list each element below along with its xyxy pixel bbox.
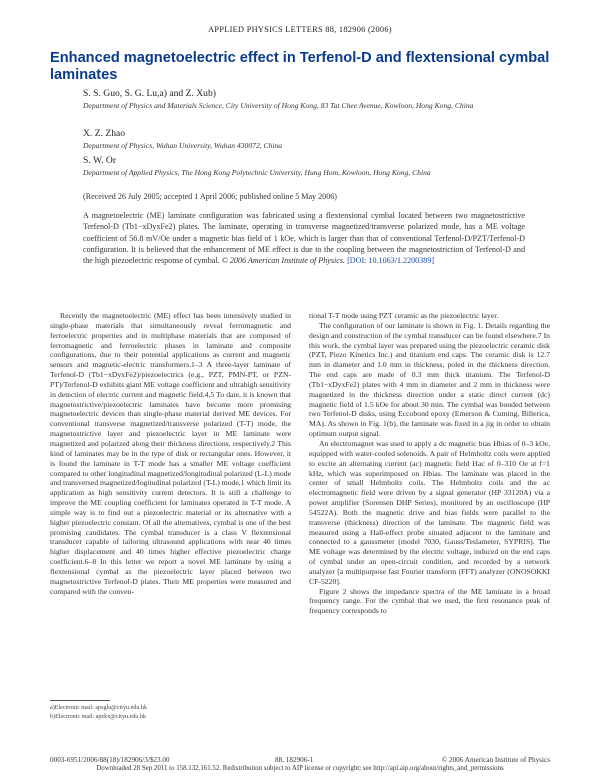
footer-page: 88, 182906-1 bbox=[275, 756, 314, 764]
footer-copyright: © 2006 American Institute of Physics bbox=[441, 756, 550, 764]
affiliation: Department of Physics, Wuhan University, Wuhan 430072, China bbox=[83, 141, 283, 150]
body-paragraph: The configuration of our laminate is shown in Fig. 1. Details regarding the design and construction of the cymbal transducer can be found elsewhere.7 In this work, the cymbal layer was prepared using the piezoelectric ceramic disk (PZT, Piezo Kinetics Inc.) and titanium end caps. The ceramic disk is 12.7 mm in diameter and 1.0 mm in thickness, poled in the thickness direction. The end caps are made of 0.3 mm thick titanium. The Terfenol-D (Tb1−xDyxFe2) plates with 4 mm in diameter and 2 mm in thickness were magnetized in the thickness direction under a static direct current (dc) magnetic field of 1.5 kOe for about 30 min. The cymbal was bonded between two Terfenol-D disks, using Eccobond epoxy (Emerson & Cuming, Billerica, MA). As shown in Fig. 1(b), the laminate was fixed in a jig in order to obtain optimum output signal. bbox=[309, 320, 550, 439]
footer-issn: 0003-6951/2006/88(18)/182906/3/$23.00 bbox=[50, 756, 170, 764]
footnote: a)Electronic mail: apsglu@cityu.edu.hk bbox=[50, 705, 147, 711]
footnote: b)Electronic mail: apzkx@cityu.edu.hk bbox=[50, 714, 146, 720]
abstract bbox=[83, 210, 525, 266]
body-paragraph: Recently the magnetoelectric (ME) effect has been intensively studied in single-phase materials that simultaneously reveal ferromagnetic and ferroelectric properties and in multiphase materials that are composed of ferromagnetic and ferroelectric phases in laminate and composite configurations, due to their potential applications as current and magnetic sensors and magnetic-electric transformers.1–3 A three-layer laminate of Terfenol-D (Tb1−xDyxFe2)/piezoelectrics (e.g., PZT, PMN-PT, or PZN-PT)/Terfenol-D exhibits giant ME voltage coefficient and ultrahigh sensitivity in detection of electric current and magnetic field.4,5 To date, it is known that magnetostrictive/piezoelectric laminates have become more promising magnetoelectric devices than single-phase material derived ME devices. For conventional transverse magnetized/transverse polarized (T-T) mode, the magnetostrictive layer and piezoelectric layer in ME laminate were magnetized and polarized along their thickness directions, respectively.2 This kind of laminates may be in the type of disk or rectangular ones. However, it is found the laminate in T-T mode has a smaller ME voltage coefficient compared to other longitudinal magnetized/longitudinal polarized (L-L) mode and transversed magnetized/logitudinal polarized (T-L) mode,1 which limit its application as high sensitivity current detectors. It is still a challenge to improve the ME coupling coefficient for laminates operated in T-T mode. A simple way is to find out a piezoelectric material or its alternative with a higher piezoelectric constant. Of all the alternatives, cymbal is one of the best promising candidates. The cymbal transducer is a class V flextensional transducer capable of tailoring ultrasound applications with near 40 times higher displacement and 40 times higher effective piezoelectric charge coefficient.6–8 In this letter we report a novel ME laminate by using a flextensional cymbal as the piezoelectric layer placed between two magnetostrictive Terfenol-D plates. Their ME properties were measured and compared with the conven- bbox=[50, 311, 291, 596]
author-line: X. Z. Zhao bbox=[83, 128, 126, 139]
doi-link[interactable]: [DOI: 10.1063/1.2200389] bbox=[347, 256, 435, 266]
affiliation: Department of Physics and Materials Science, City University of Hong Kong, 83 Tat Chee Avenue, Kowloon, Hong Kong, China bbox=[83, 101, 474, 110]
left-column bbox=[50, 311, 291, 596]
body-paragraph: tional T-T mode using PZT ceramic as the piezoelectric layer. bbox=[309, 311, 499, 320]
abstract-copyright: © 2006 American Institute of Physics. bbox=[221, 256, 346, 266]
download-notice: Downloaded 28 Sep 2011 to 158.132.161.52. Redistribution subject to AIP license or copyright; see http://apl.aip.org/about/rights_and_permissions bbox=[96, 765, 504, 772]
author-line: S. W. Or bbox=[83, 155, 117, 166]
body-paragraph: An electromagnet was used to apply a dc magnetic bias Hbias of 0–3 kOe, equipped with water-cooled solenoids. A pair of Helmholtz coils were applied to excite an alternating current (ac) magnetic field Hac of 0–310 Oe at f=1 kHz, which was superimposed on Hbias. The laminate was placed in the center of small Helmholtz coils. The Helmholtz coils and the ac electromagnetic field were driven by a signal generator (HP 33120A) via a power amplifier (Sorensen DHP Series), monitored by an oscilloscope (HP 54522A). Both the magnetic drive and bias fields were parallel to the transverse (thickness) direction of the laminate. The magnetic field was measured using a Hall-effect probe situated adjacent to the laminate and connected to a gaussmeter (model 7030, Gauss/Teslameter, SYPRIS). The ME voltage was determined by the electric voltage, induced on the end caps of cymbal under an open-circuit condition, and recorded by a network analyzer [a multipurpose fast Fourier transform (FFT) analyzer (ONOSOKKI CF-5220]. bbox=[309, 438, 550, 586]
paper-title: Enhanced magnetoelectric effect in Terfenol-D and flextensional cymbal laminates bbox=[50, 50, 550, 83]
journal-header: APPLIED PHYSICS LETTERS 88, 182906 (2006) bbox=[208, 25, 392, 34]
author-line: S. S. Guo, S. G. Lu,a) and Z. Xub) bbox=[83, 88, 216, 99]
body-paragraph: Figure 2 shows the impedance spectra of the ME laminate in a broad frequency range. For the cymbal that we used, the first resonance peak of frequency corresponds to bbox=[309, 586, 550, 616]
footnote-rule bbox=[50, 700, 110, 701]
abstract-text: A magnetoelectric (ME) laminate configuration was fabricated using a flextensional cymbal located between two magnetostrictive Terfenol-D (Tb1−xDyxFe2) plates. The laminate, operating in transverse magnetized/transverse polarized mode, has a ME voltage coefficient of 56.8 mV/Oe under a magnetic bias field of 1 kOe, which is larger than that of conventional Terfenol-D/PZT/Terfenol-D configuration. It is believed that the enhancement of ME effect is due to the coupling between the magnetostriction of Terfenol-D and the high piezoelectric response of cymbal. bbox=[83, 211, 525, 266]
received-dates: (Received 26 July 2005; accepted 1 April 2006; published online 5 May 2006) bbox=[83, 192, 338, 201]
right-column bbox=[309, 311, 550, 616]
affiliation: Department of Applied Physics, The Hong Kong Polytechnic University, Hung Hom, Kowloon, Hong Kong, China bbox=[83, 168, 431, 177]
